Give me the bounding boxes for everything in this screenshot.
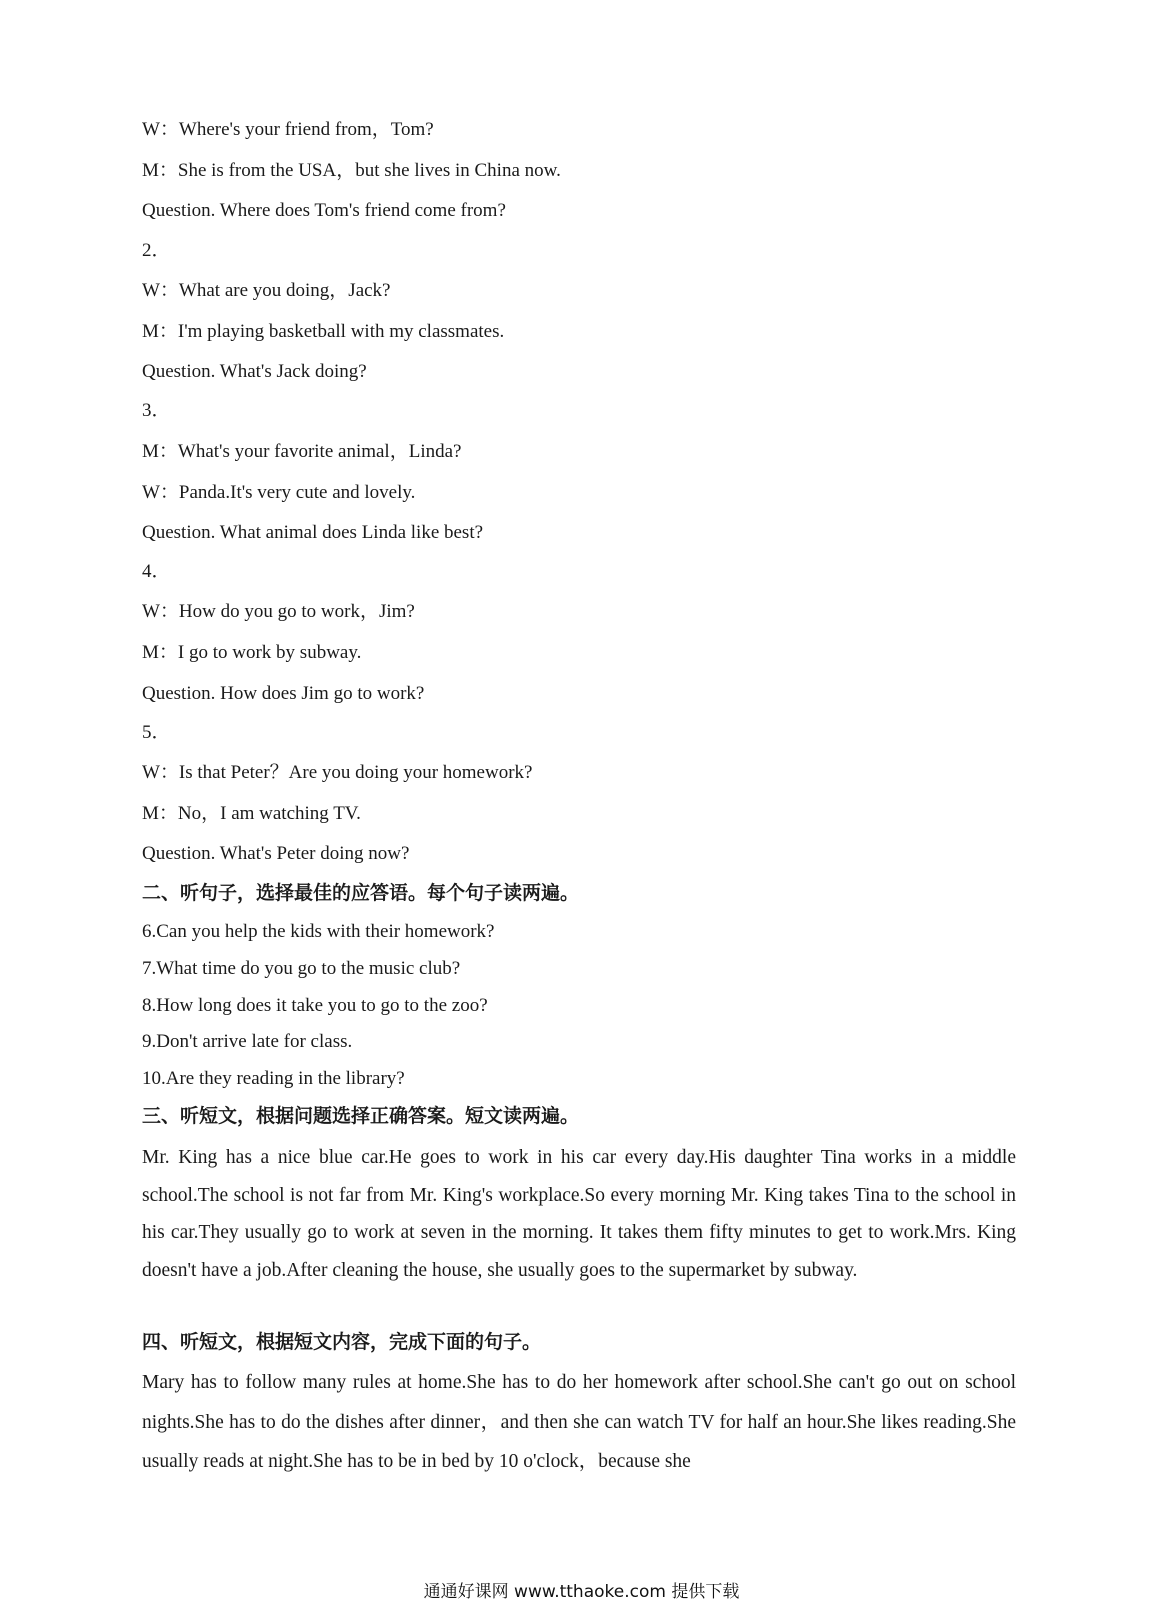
q1-line1: W：Where's your friend from，Tom? [142, 119, 434, 140]
q4-number: 4． [142, 561, 171, 582]
q3-number: 3． [142, 400, 171, 421]
page-footer: 通通好课网 www.tthaoke.com 提供下载 [423, 1582, 740, 1602]
q5-number: 5． [142, 722, 171, 743]
section2-item-10: 10.Are they reading in the library? [142, 1068, 405, 1089]
section2-heading: 二、听句子，选择最佳的应答语。每个句子读两遍。 [142, 882, 580, 904]
section3-passage: Mr. King has a nice blue car.He goes to work in his car every day.His daughter Tina works in a middle school.The school is not far from Mr. King's workplace.So every morning Mr. King takes Tina to the school in his car.They usually go to work at seven in the morning. It takes them fifty minutes to get to work.Mrs. King doesn't have a job.After cleaning the house, she usually goes to the supermarket by subway. [142, 1147, 1016, 1281]
q3-line1: M：What's your favorite animal，Linda? [142, 441, 462, 462]
q2-question: Question. What's Jack doing? [142, 361, 367, 382]
q4-line2: M：I go to work by subway. [142, 642, 362, 663]
q1-question: Question. Where does Tom's friend come from? [142, 200, 506, 221]
section2-item-7: 7.What time do you go to the music club? [142, 958, 461, 979]
section3-heading: 三、听短文，根据问题选择正确答案。短文读两遍。 [142, 1105, 580, 1127]
q3-line2: W：Panda.It's very cute and lovely. [142, 482, 416, 503]
q3-question: Question. What animal does Linda like best? [142, 522, 484, 543]
section4-heading: 四、听短文，根据短文内容，完成下面的句子。 [142, 1331, 542, 1353]
section2-item-8: 8.How long does it take you to go to the zoo? [142, 995, 488, 1016]
section2-item-9: 9.Don't arrive late for class. [142, 1031, 353, 1052]
q4-question: Question. How does Jim go to work? [142, 683, 425, 704]
section4-passage: Mary has to follow many rules at home.She has to do her homework after school.She can't go out on school nights.She has to do the dishes after dinner，and then she can watch TV for half an hour.She likes reading.She usually reads at night.She has to be in bed by 10 o'clock，because she [142, 1372, 1016, 1472]
q5-line2: M：No，I am watching TV. [142, 803, 361, 824]
q5-question: Question. What's Peter doing now? [142, 843, 410, 864]
q1-line2: M：She is from the USA，but she lives in China now. [142, 160, 561, 181]
q4-line1: W：How do you go to work，Jim? [142, 601, 415, 622]
q2-line1: W：What are you doing，Jack? [142, 280, 391, 301]
q2-number: 2． [142, 240, 171, 261]
section2-item-6: 6.Can you help the kids with their homework? [142, 921, 495, 942]
q2-line2: M：I'm playing basketball with my classmates. [142, 321, 505, 342]
q5-line1: W：Is that Peter？Are you doing your homework? [142, 762, 533, 783]
